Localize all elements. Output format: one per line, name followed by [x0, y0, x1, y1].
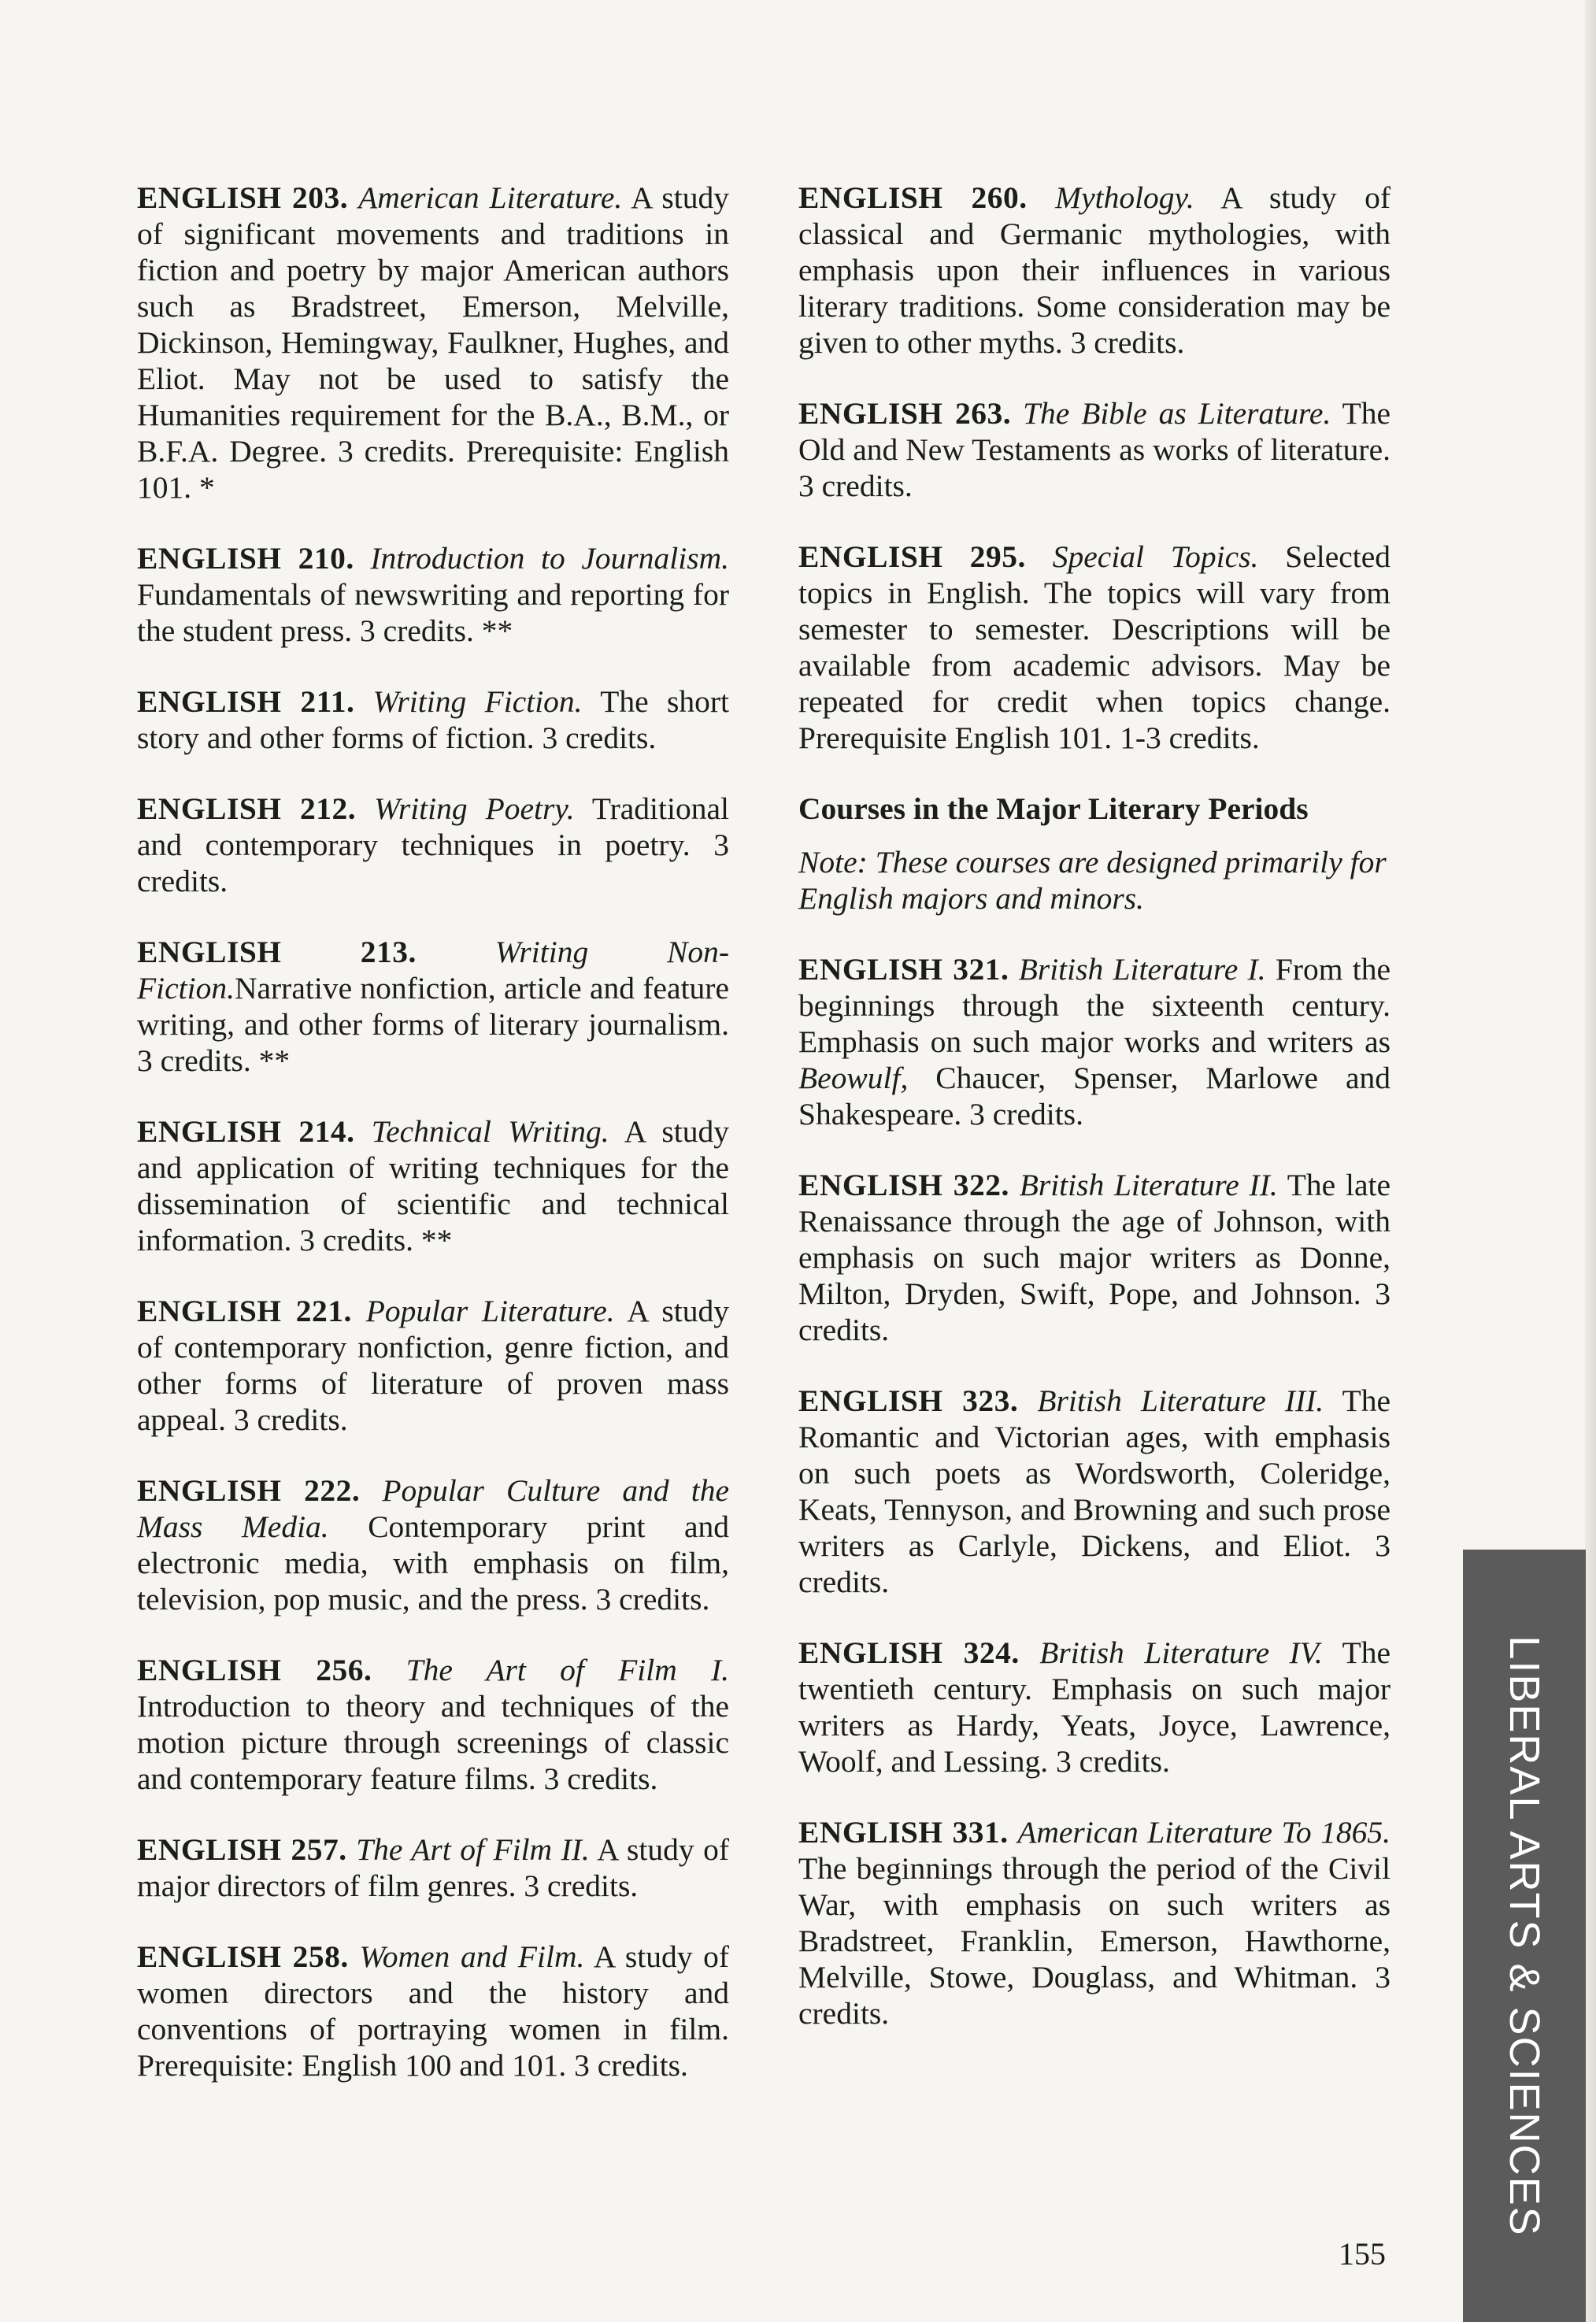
course-code: ENGLISH 256.: [137, 1653, 372, 1687]
course-code: ENGLISH 258.: [137, 1939, 349, 1974]
course-code: ENGLISH 257.: [137, 1832, 347, 1867]
course-description: The late Renaissance through the age of Johnson, with emphasis on such major writers as Donne, Milton, Dryden, Swift, Pope, and Johnson. 3 credits.: [798, 1168, 1391, 1347]
course-entry: [137, 791, 729, 899]
course-description: The short story and other forms of fiction. 3 credits.: [137, 684, 730, 755]
course-description: Fundamentals of newswriting and reporting for the student press. 3 credits. **: [137, 577, 729, 648]
course-title: Writing Fiction.: [372, 684, 583, 719]
course-title: Mythology.: [1055, 180, 1194, 215]
course-title: American Literature To 1865.: [1017, 1815, 1391, 1850]
section-heading: Courses in the Major Literary Periods: [798, 791, 1309, 826]
course-title: Women and Film.: [359, 1939, 585, 1974]
course-title: The Art of Film I.: [405, 1653, 729, 1687]
course-code: ENGLISH 321.: [798, 952, 1009, 987]
course-code: ENGLISH 295.: [798, 539, 1026, 574]
page-number: 155: [1339, 2236, 1386, 2272]
course-entry: [137, 1293, 729, 1438]
course-entry: [137, 180, 729, 506]
course-title: British Literature I.: [1018, 952, 1266, 987]
course-entry: [137, 1831, 729, 1904]
course-description: Selected topics in English. The topics will vary from semester to semester. Descriptions will be available from academic advisors. May be repeated for credit when topics change. Prerequisite English 101. 1-3 credits.: [798, 539, 1391, 755]
page-edge-shadow: [1585, 0, 1596, 2322]
course-description: Introduction to theory and techniques of the motion picture through screenings of classic and contemporary feature films. 3 credits.: [137, 1689, 729, 1796]
course-code: ENGLISH 322.: [798, 1168, 1009, 1202]
course-entry: [798, 1635, 1390, 1779]
course-entry: [798, 180, 1390, 361]
course-title: British Literature II.: [1019, 1168, 1278, 1202]
course-description: A study and application of writing techniques for the dissemination of scientific and technical information. 3 credits. **: [137, 1114, 729, 1257]
course-description: The Romantic and Victorian ages, with emphasis on such poets as Wordsworth, Coleridge, Keats, Tennyson, and Browning and such prose writers as Carlyle, Dickens, and Eliot. 3 credits.: [798, 1383, 1390, 1599]
section-note: Note: These courses are designed primarily for English majors and minors.: [798, 845, 1387, 916]
course-title: British Literature III.: [1037, 1383, 1324, 1418]
side-tab-label: LIBERAL ARTS & SCIENCES: [1501, 1635, 1548, 2237]
course-entry: [798, 1383, 1390, 1600]
course-description: Chaucer, Spenser, Marlowe and Shakespeare. 3 credits.: [798, 1061, 1390, 1131]
course-code: ENGLISH 211.: [137, 684, 355, 719]
right-column: [798, 180, 1390, 2066]
course-code: ENGLISH 214.: [137, 1114, 355, 1149]
course-entry: [798, 951, 1390, 1132]
course-code: ENGLISH 210.: [137, 541, 354, 576]
course-title: American Literature.: [358, 180, 623, 215]
course-title: British Literature IV.: [1039, 1635, 1323, 1670]
course-entry: [137, 1939, 729, 2083]
course-description: Traditional and contemporary techniques in poetry. 3 credits.: [137, 791, 729, 898]
course-code: ENGLISH 212.: [137, 791, 357, 826]
course-description: A study of classical and Germanic mythologies, with emphasis upon their influences in various literary traditions. Some consideration may be given to other myths. 3 credits.: [798, 180, 1391, 360]
course-description: The twentieth century. Emphasis on such major writers as Hardy, Yeats, Joyce, Lawrence, Woolf, and Lessing. 3 credits.: [798, 1635, 1390, 1779]
course-description: A study of significant movements and traditions in fiction and poetry by major American authors such as Bradstreet, Emerson, Melville, Dickinson, Hemingway, Faulkner, Hughes, and Eliot. May not be used to satisfy the Humanities requirement for the B.A., B.M., or B.F.A. Degree. 3 credits. Prerequisite: English 101. *: [137, 180, 729, 505]
course-entry: [137, 934, 729, 1079]
course-title: Introduction to Journalism.: [370, 541, 729, 576]
course-description: A study of women directors and the history and conventions of portraying women in film. Prerequisite: English 100 and 101. 3 credits.: [137, 1939, 730, 2083]
course-entry: [798, 395, 1390, 504]
course-title: Writing Non-Fiction.: [137, 935, 729, 1005]
course-title: Technical Writing.: [371, 1114, 609, 1149]
course-description: A study of major directors of film genres. 3 credits.: [137, 1832, 730, 1903]
course-description: The beginnings through the period of the Civil War, with emphasis on such writers as Bradstreet, Franklin, Emerson, Hawthorne, Melville, Stowe, Douglass, and Whitman. 3 credits.: [798, 1851, 1390, 2031]
course-title: Writing Poetry.: [374, 791, 575, 826]
course-description: From the beginnings through the sixteenth century. Emphasis on such major works and writers as: [798, 952, 1390, 1059]
course-entry: [137, 1472, 729, 1617]
course-entry: [798, 1167, 1390, 1348]
course-code: ENGLISH 263.: [798, 396, 1012, 431]
course-entry: [137, 1113, 729, 1258]
course-description: Narrative nonfiction, article and feature writing, and other forms of literary journalism. 3 credits. **: [137, 971, 729, 1078]
course-description: A study of contemporary nonfiction, genre fiction, and other forms of literature of proven mass appeal. 3 credits.: [137, 1294, 730, 1437]
course-code: ENGLISH 323.: [798, 1383, 1019, 1418]
course-title: Popular Culture and the Mass Media.: [137, 1473, 730, 1544]
course-entry: [137, 540, 729, 649]
course-description: The Old and New Testaments as works of literature. 3 credits.: [798, 396, 1390, 503]
course-code: ENGLISH 331.: [798, 1815, 1009, 1850]
course-title: Popular Literature.: [365, 1294, 615, 1328]
course-entry: [137, 683, 729, 756]
course-title: The Bible as Literature.: [1023, 396, 1331, 431]
left-column: [137, 180, 729, 2118]
course-entry: [137, 1652, 729, 1797]
course-entry: [798, 539, 1390, 756]
course-title: The Art of Film II.: [356, 1832, 590, 1867]
course-code: ENGLISH 324.: [798, 1635, 1020, 1670]
course-code: ENGLISH 221.: [137, 1294, 352, 1328]
course-code: ENGLISH 222.: [137, 1473, 361, 1508]
course-code: ENGLISH 213.: [137, 935, 417, 969]
course-code: ENGLISH 260.: [798, 180, 1028, 215]
course-title: Special Topics.: [1052, 539, 1259, 574]
section-side-tab: [1463, 1550, 1586, 2322]
course-entry: [798, 1814, 1390, 2031]
course-code: ENGLISH 203.: [137, 180, 349, 215]
course-description: Contemporary print and electronic media, with emphasis on film, television, pop music, and the press. 3 credits.: [137, 1509, 729, 1617]
course-description-italic: Beowulf,: [798, 1061, 909, 1095]
